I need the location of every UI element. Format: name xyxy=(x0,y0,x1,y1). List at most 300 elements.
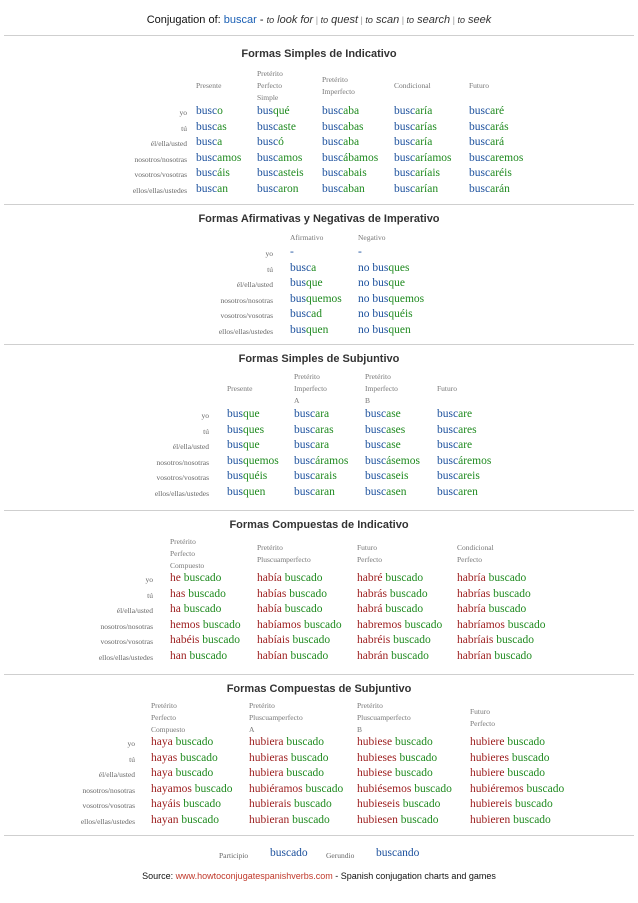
verb-ending: aba xyxy=(343,136,360,148)
auxiliary-verb: habíais xyxy=(257,634,290,646)
auxiliary-verb: ha xyxy=(170,603,181,615)
conjugation-cell xyxy=(294,455,348,467)
verb-ending: are xyxy=(458,439,473,451)
past-participle: buscado xyxy=(485,572,527,584)
conjugation-cell xyxy=(437,439,472,451)
conjugation-cell xyxy=(365,455,420,467)
column-header-line: Perfecto xyxy=(457,555,482,564)
verb-ending: arían xyxy=(415,182,439,195)
conjugation-cell xyxy=(470,767,545,779)
column-header xyxy=(170,536,204,572)
column-header xyxy=(357,542,382,566)
column-header xyxy=(151,700,185,736)
conjugation-cell xyxy=(249,814,330,826)
conjugation-cell xyxy=(249,767,324,779)
conjugation-cell xyxy=(322,183,365,195)
conjugation-cell xyxy=(196,183,228,195)
row-label: yo xyxy=(201,411,209,420)
auxiliary-verb: habrían xyxy=(457,649,492,662)
verb-stem: busc xyxy=(257,182,279,195)
verb-stem: busc xyxy=(196,120,218,133)
column-header-line: Pretérito xyxy=(151,701,177,710)
column-header xyxy=(290,232,323,244)
gerund-value: buscando xyxy=(376,847,420,859)
conjugation-cell xyxy=(257,121,296,133)
conjugation-cell xyxy=(437,408,472,420)
conjugation-cell xyxy=(357,783,452,795)
past-participle: buscado xyxy=(287,649,329,662)
conjugation-cell xyxy=(290,308,322,320)
column-header-line: Pretérito xyxy=(249,701,275,710)
conjugation-cell xyxy=(357,634,431,646)
past-participle: buscado xyxy=(392,767,433,779)
conjugation-cell xyxy=(357,572,423,584)
conjugation-cell xyxy=(257,152,302,164)
conjugation-cell xyxy=(257,572,322,584)
past-participle: buscado xyxy=(281,603,323,615)
verb-stem: busc xyxy=(365,454,387,467)
verb-ending: ques xyxy=(388,261,410,274)
auxiliary-verb: hubiéremos xyxy=(470,782,524,795)
row-label: yo xyxy=(265,249,273,258)
auxiliary-verb: habrá xyxy=(357,603,383,615)
auxiliary-verb: hubieren xyxy=(470,813,511,826)
column-header-line: Pretérito xyxy=(322,75,348,84)
auxiliary-verb: habían xyxy=(257,649,288,662)
column-header-line: Futuro xyxy=(357,543,378,552)
column-header-line: Imperfecto xyxy=(294,384,327,393)
verb-stem: busc xyxy=(394,136,416,148)
column-header-line: Futuro xyxy=(470,707,491,716)
row-label: vosotros/vosotras xyxy=(100,637,153,646)
verb-ending: qué xyxy=(272,105,290,117)
auxiliary-verb: he xyxy=(170,572,181,584)
gerund-label: Gerundio xyxy=(326,851,355,860)
conjugation-cell xyxy=(357,752,437,764)
section-title: Formas Simples de Subjuntivo xyxy=(238,353,400,365)
row-label: ellos/ellas/ustedes xyxy=(154,488,209,498)
participle-label: Participio xyxy=(219,851,249,860)
conjugation-cell xyxy=(437,486,478,498)
column-header-line: Pretérito xyxy=(357,701,383,710)
conjugation-cell xyxy=(294,424,334,436)
auxiliary-verb: hayan xyxy=(151,813,179,826)
verb-stem: busc xyxy=(394,105,416,117)
past-participle: buscado xyxy=(388,649,429,662)
verb-ending: ábamos xyxy=(343,151,379,164)
verb-ending: aren xyxy=(458,485,478,498)
conjugation-cell xyxy=(457,619,545,631)
conjugation-cell xyxy=(470,736,545,748)
column-header-line: B xyxy=(365,396,371,405)
conjugation-cell xyxy=(170,572,221,584)
verb-ending: quemos xyxy=(388,292,425,305)
past-participle: buscado xyxy=(523,782,565,795)
column-header xyxy=(357,700,411,736)
auxiliary-verb: habréis xyxy=(357,634,391,646)
column-header-line: Perfecto xyxy=(257,81,282,90)
auxiliary-verb: has xyxy=(170,587,186,600)
conjugation-cell xyxy=(365,424,405,436)
verb-stem: busc xyxy=(394,151,416,164)
conjugation-cell xyxy=(470,752,550,764)
verb-ending: o xyxy=(217,105,223,117)
translation-separator: | xyxy=(358,15,366,25)
column-header-line: Imperfecto xyxy=(322,87,355,96)
row-label: él/ella/usted xyxy=(172,442,209,451)
past-participle: buscado xyxy=(172,767,214,779)
column-header-line: Pluscuamperfecto xyxy=(257,555,311,564)
verb-stem: busc xyxy=(365,423,387,436)
row-label: tú xyxy=(129,754,135,764)
row-label: nosotros/nosotras xyxy=(220,295,273,305)
conjugation-cell xyxy=(394,136,432,148)
conjugation-cell xyxy=(469,183,510,195)
section-title: Formas Afirmativas y Negativas de Imperativo xyxy=(198,213,440,225)
column-header xyxy=(257,68,283,104)
conjugation-cell xyxy=(357,814,438,826)
auxiliary-verb: haya xyxy=(151,736,173,748)
verb-ending: aste xyxy=(278,120,296,133)
verb-stem: bus xyxy=(227,485,243,498)
conjugation-cell xyxy=(358,262,409,274)
conjugation-cell xyxy=(151,798,221,810)
conjugation-cell xyxy=(365,470,408,482)
auxiliary-verb: han xyxy=(170,649,187,662)
past-participle: buscado xyxy=(177,751,218,764)
past-participle: buscado xyxy=(286,587,327,600)
section-divider xyxy=(4,674,634,675)
column-header xyxy=(365,371,398,407)
auxiliary-verb: hubiera xyxy=(249,736,284,748)
column-header-line: Pretérito xyxy=(365,372,391,381)
conjugation-cell xyxy=(470,814,551,826)
past-participle: buscado xyxy=(508,751,550,764)
conjugation-cell xyxy=(394,183,438,195)
verb-stem: busc xyxy=(437,408,459,420)
column-header-line: Condicional xyxy=(457,543,494,552)
auxiliary-verb: habríamos xyxy=(457,618,505,631)
conjugation-cell xyxy=(249,752,329,764)
conjugation-cell xyxy=(196,136,222,148)
column-header-line: Simple xyxy=(257,93,279,102)
conjugation-cell xyxy=(196,121,227,133)
conjugation-cell xyxy=(457,603,526,615)
row-label: yo xyxy=(127,739,135,748)
section-title: Formas Compuestas de Subjuntivo xyxy=(226,683,412,695)
column-header-line: Compuesto xyxy=(170,561,205,570)
past-participle: buscado xyxy=(191,782,233,795)
verb-ending: are xyxy=(458,408,473,420)
past-participle: buscado xyxy=(200,618,241,631)
verb-ending: quen xyxy=(242,485,266,498)
verb-stem: busc xyxy=(394,167,416,179)
past-participle: buscado xyxy=(390,634,431,646)
verb-stem: busc xyxy=(437,485,459,498)
row-label: vosotros/vosotras xyxy=(134,170,187,179)
verb-stem: busc xyxy=(294,454,316,467)
verb-ending: arás xyxy=(490,120,509,133)
past-participle: buscado xyxy=(401,618,443,631)
column-header-line: Pretérito xyxy=(294,372,320,381)
verb-ending: ara xyxy=(315,439,330,451)
conjugation-cell xyxy=(470,783,564,795)
conjugation-cell xyxy=(357,767,433,779)
translation: to quest xyxy=(320,14,359,26)
auxiliary-verb: haya xyxy=(151,767,173,779)
verb-stem: busc xyxy=(394,182,416,195)
past-participle: buscado xyxy=(178,813,220,826)
verb-ending: aríais xyxy=(415,167,440,179)
conjugation-cell xyxy=(290,277,323,289)
verb-ending: ases xyxy=(386,423,406,436)
auxiliary-verb: hubierais xyxy=(249,798,292,810)
past-participle: buscado xyxy=(504,767,546,779)
past-participle: buscado xyxy=(491,649,533,662)
auxiliary-verb: habríais xyxy=(457,634,494,646)
verb-stem: busc xyxy=(322,182,344,195)
source-line xyxy=(0,871,638,881)
past-participle: buscado xyxy=(485,603,527,615)
conjugation-cell xyxy=(437,424,477,436)
verb-ending: aseis xyxy=(386,470,409,482)
column-header xyxy=(358,232,386,244)
verb-ending: áramos xyxy=(315,454,349,467)
verb-ending: as xyxy=(217,120,227,133)
verb-ending: quemos xyxy=(242,454,279,467)
auxiliary-verb: hubieras xyxy=(249,751,288,764)
verb-ending: aré xyxy=(490,105,505,117)
verb-stem: - xyxy=(290,246,294,258)
conjugation-cell xyxy=(365,408,401,420)
column-header-line: Futuro xyxy=(469,81,490,90)
verb-stem: busc xyxy=(196,182,218,195)
verb-stem: busc xyxy=(290,308,312,320)
verb-stem: busc xyxy=(365,485,387,498)
verb-stem: no bus xyxy=(358,308,389,320)
verb-ending: a xyxy=(217,136,223,148)
auxiliary-verb: habremos xyxy=(357,618,402,631)
row-label: nosotros/nosotras xyxy=(82,785,135,795)
column-header-line: Condicional xyxy=(394,81,431,90)
verb-ending: ase xyxy=(386,439,401,451)
auxiliary-verb: habrán xyxy=(357,649,389,662)
auxiliary-verb: hubieseis xyxy=(357,798,400,810)
column-header-line: A xyxy=(249,725,255,734)
conjugation-cell xyxy=(227,455,279,467)
verb-ending: asen xyxy=(386,485,407,498)
verb-stem: busc xyxy=(196,151,218,164)
verb-stem: busc xyxy=(294,408,316,420)
verb-stem: busc xyxy=(322,120,344,133)
conjugation-cell xyxy=(358,293,424,305)
column-header xyxy=(196,80,221,92)
conjugation-cell xyxy=(151,814,219,826)
conjugation-cell xyxy=(457,634,534,646)
conjugation-cell xyxy=(469,121,509,133)
conjugation-cell xyxy=(294,470,337,482)
verb-ending: a xyxy=(311,261,317,274)
auxiliary-verb: hayas xyxy=(151,751,178,764)
verb-stem: busc xyxy=(365,439,387,451)
verb-ending: quéis xyxy=(242,470,268,482)
row-label: nosotros/nosotras xyxy=(134,154,187,164)
verb-ending: quéis xyxy=(388,308,413,320)
verb-ending: aríamos xyxy=(415,151,452,164)
verb-stem: bus xyxy=(290,323,306,336)
verb-ending: áis xyxy=(217,167,230,179)
verb-stem: busc xyxy=(294,470,316,482)
past-participle: buscado xyxy=(287,751,329,764)
auxiliary-verb: hemos xyxy=(170,618,201,631)
verb-stem: bus xyxy=(257,105,273,117)
verb-ending: aría xyxy=(415,105,433,117)
row-label: vosotros/vosotras xyxy=(82,801,135,810)
row-label: yo xyxy=(145,575,153,584)
auxiliary-verb: hubiéramos xyxy=(249,782,303,795)
conjugation-cell xyxy=(170,588,226,600)
column-header-line: Negativo xyxy=(358,233,386,242)
column-header-line: Pretérito xyxy=(170,537,196,546)
column-header-line: Perfecto xyxy=(357,555,382,564)
auxiliary-verb: habéis xyxy=(170,634,200,646)
conjugation-cell xyxy=(394,152,452,164)
conjugation-cell xyxy=(257,183,299,195)
footer-divider xyxy=(4,835,634,836)
column-header xyxy=(294,371,327,407)
verb-stem: no bus xyxy=(358,277,389,289)
past-participle: buscado xyxy=(283,736,325,748)
translation-separator: | xyxy=(399,15,407,25)
auxiliary-verb: hubieres xyxy=(470,751,509,764)
verb-ending: ara xyxy=(315,408,330,420)
row-label: ellos/ellas/ustedes xyxy=(218,326,273,336)
row-label: ellos/ellas/ustedes xyxy=(98,652,153,662)
source-link[interactable]: www.howtoconjugatespanishverbs.com xyxy=(175,871,333,881)
verb-stem: busc xyxy=(196,167,218,179)
verb-ending: quen xyxy=(305,323,329,336)
past-participle: buscado xyxy=(291,798,332,810)
past-participle: buscado xyxy=(289,813,330,826)
verb-ending: ques xyxy=(242,423,265,436)
conjugation-cell xyxy=(227,470,267,482)
verb-ending: aban xyxy=(343,182,365,195)
row-label: él/ella/usted xyxy=(150,139,187,148)
past-participle: buscado xyxy=(186,649,228,662)
verb-ending: arán xyxy=(490,182,510,195)
verb-stem: busc xyxy=(322,167,344,179)
conjugation-cell xyxy=(358,246,362,258)
verb-stem: busc xyxy=(257,136,279,148)
row-label: él/ella/usted xyxy=(98,770,135,779)
past-participle: buscado xyxy=(493,634,534,646)
past-participle: buscado xyxy=(510,813,551,826)
auxiliary-verb: hayáis xyxy=(151,798,181,810)
conjugation-cell xyxy=(357,619,442,631)
conjugation-cell xyxy=(470,798,553,810)
verb-stem: bus xyxy=(290,292,306,305)
conjugation-cell xyxy=(290,293,342,305)
auxiliary-verb: hubiere xyxy=(470,767,505,779)
row-label: tú xyxy=(181,123,187,133)
header-divider xyxy=(4,35,634,36)
row-label: tú xyxy=(147,590,153,600)
verb-stem: busc xyxy=(469,136,491,148)
verb-stem: busc xyxy=(257,151,279,164)
conjugation-cell xyxy=(227,439,260,451)
verb-stem: busc xyxy=(322,151,344,164)
column-header-line: A xyxy=(294,396,300,405)
auxiliary-verb: hubiesen xyxy=(357,813,398,826)
verb-ending: an xyxy=(217,182,228,195)
conjugation-cell xyxy=(151,783,232,795)
row-label: ellos/ellas/ustedes xyxy=(132,185,187,195)
past-participle: buscado xyxy=(302,782,344,795)
column-header xyxy=(394,80,431,92)
conjugation-cell xyxy=(357,588,428,600)
conjugation-cell xyxy=(294,408,329,420)
conjugation-cell xyxy=(257,603,322,615)
auxiliary-verb: hayamos xyxy=(151,782,192,795)
auxiliary-verb: habrías xyxy=(457,587,491,600)
verb-stem: busc xyxy=(294,485,316,498)
row-label: él/ella/usted xyxy=(236,280,273,289)
verb-stem: busc xyxy=(469,182,491,195)
verb-ending: aras xyxy=(315,423,334,436)
conjugation-cell xyxy=(469,152,523,164)
conjugation-cell xyxy=(249,798,332,810)
translation-separator: | xyxy=(450,15,458,25)
conjugation-cell xyxy=(227,486,265,498)
verb-stem: busc xyxy=(294,439,316,451)
verb-ending: que xyxy=(242,408,260,420)
row-label: él/ella/usted xyxy=(116,606,153,615)
verb-stem: bus xyxy=(290,277,306,289)
past-participle: buscado xyxy=(490,587,531,600)
conjugation-cell xyxy=(365,439,401,451)
conjugation-cell xyxy=(249,736,324,748)
past-participle: buscado xyxy=(504,736,546,748)
verb-stem: busc xyxy=(257,167,279,179)
auxiliary-verb: hubiera xyxy=(249,767,284,779)
conjugation-cell xyxy=(170,634,240,646)
verb-stem: busc xyxy=(437,439,459,451)
auxiliary-verb: habré xyxy=(357,572,383,584)
conjugation-cell xyxy=(394,167,440,179)
conjugation-cell xyxy=(358,277,405,289)
past-participle: buscado xyxy=(504,618,546,631)
conjugation-cell xyxy=(151,752,218,764)
column-header xyxy=(249,700,303,736)
verb-stem: no bus xyxy=(358,323,389,336)
conjugation-cell xyxy=(437,455,491,467)
auxiliary-verb: habría xyxy=(457,572,486,584)
auxiliary-verb: había xyxy=(257,603,282,615)
verb-stem: busc xyxy=(196,105,218,117)
verb-ending: amos xyxy=(217,151,242,164)
verb-ending: aran xyxy=(315,485,335,498)
auxiliary-verb: hubiese xyxy=(357,736,393,748)
conjugation-cell xyxy=(294,486,335,498)
auxiliary-verb: hubieses xyxy=(357,751,397,764)
conjugation-cell xyxy=(227,424,264,436)
verb-stem: busc xyxy=(469,120,491,133)
conjugation-cell xyxy=(322,136,359,148)
conjugation-cell xyxy=(290,324,328,336)
conjugation-cell xyxy=(257,619,342,631)
past-participle: buscado xyxy=(180,572,222,584)
conjugation-cell xyxy=(196,105,223,117)
